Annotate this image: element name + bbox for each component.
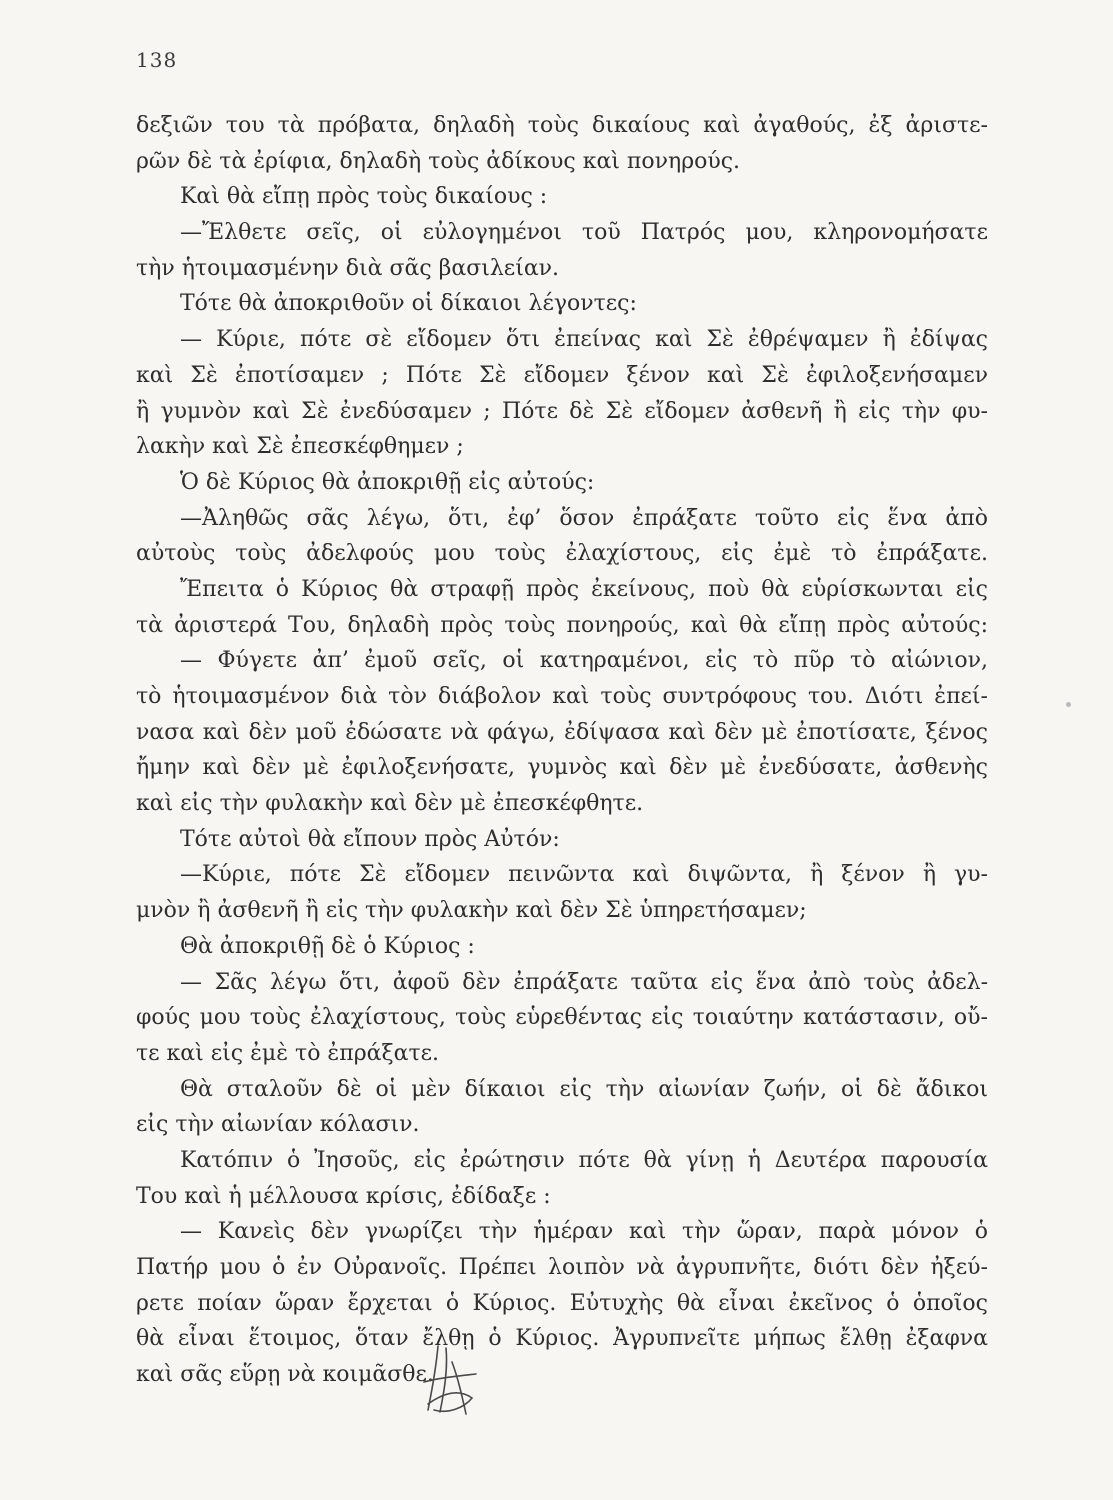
text-line: — Σᾶς λέγω ὅτι, ἀφοῦ δὲν ἐπράξατε ταῦτα εἰς ἕνα ἀπὸ τοὺς ἀδελ- [180, 969, 988, 995]
text-line: Ἔπειτα ὁ Κύριος θὰ στραφῇ πρὸς ἐκείνους, ποὺ θὰ εὑρίσκωνται εἰς [180, 576, 988, 602]
text-line: ἢ γυμνὸν καὶ Σὲ ἐνεδύσαμεν ; Πότε δὲ Σὲ εἴδομεν ἀσθενῆ ἢ εἰς τὴν φυ- [136, 398, 988, 424]
text-line: Πατήρ μου ὁ ἐν Οὐρανοῖς. Πρέπει λοιπὸν νὰ ἀγρυπνῆτε, διότι δὲν ἠξεύ- [136, 1255, 988, 1280]
text-line: μνὸν ἢ ἀσθενῆ ἢ εἰς τὴν φυλακὴν καὶ δὲν Σὲ ὑπηρετήσαμεν; [136, 898, 807, 924]
text-line: Θὰ σταλοῦν δὲ οἱ μὲν δίκαιοι εἰς τὴν αἰωνίαν ζωήν, οἱ δὲ ἄδικοι [180, 1076, 988, 1102]
text-line: Καὶ θὰ εἴπῃ πρὸς τοὺς δικαίους : [180, 184, 548, 210]
handwritten-mark [418, 1338, 488, 1418]
text-line: καὶ Σὲ ἐποτίσαμεν ; Πότε Σὲ εἴδομεν ξένον καὶ Σὲ ἐφιλοξενήσαμεν [136, 362, 988, 388]
text-line: — Φύγετε ἀπ’ ἐμοῦ σεῖς, οἱ κατηραμένοι, εἰς τὸ πῦρ τὸ αἰώνιον, [180, 648, 988, 674]
text-line: ρετε ποίαν ὥραν ἔρχεται ὁ Κύριος. Εὐτυχὴς θὰ εἶναι ἐκεῖνος ὁ ὁποῖος [136, 1290, 988, 1316]
text-line: νασα καὶ δὲν μοῦ ἐδώσατε νὰ φάγω, ἐδίψασα καὶ δὲν μὲ ἐποτίσατε, ξένος [136, 719, 988, 745]
text-line: Ὁ δὲ Κύριος θὰ ἀποκριθῇ εἰς αὐτούς: [180, 469, 595, 495]
text-line: αὐτοὺς τοὺς ἀδελφούς μου τοὺς ἐλαχίστους, εἰς ἐμὲ τὸ ἐπράξατε. [136, 541, 988, 567]
text-line: — Κύριε, πότε σὲ εἴδομεν ὅτι ἐπείνας καὶ Σὲ ἐθρέψαμεν ἢ ἐδίψας [180, 327, 988, 353]
text-line: τὸ ἡτοιμασμένον διὰ τὸν διάβολον καὶ τοὺς συντρόφους του. Διότι ἐπεί- [136, 684, 988, 709]
text-line: δεξιῶν του τὰ πρόβατα, δηλαδὴ τοὺς δικαίους καὶ ἀγαθούς, ἐξ ἀριστε- [136, 113, 988, 138]
text-line: Τότε αὐτοὶ θὰ εἴπουν πρὸς Αὐτόν: [180, 826, 560, 852]
text-line: — Κανεὶς δὲν γνωρίζει τὴν ἡμέραν καὶ τὴν ὥραν, παρὰ μόνον ὁ [180, 1219, 988, 1245]
text-line: καὶ εἰς τὴν φυλακὴν καὶ δὲν μὲ ἐπεσκέφθητε. [136, 791, 644, 817]
body-text [136, 108, 988, 1393]
text-line: ἤμην καὶ δὲν μὲ ἐφιλοξενήσατε, γυμνὸς καὶ δὲν μὲ ἐνεδύσατε, ἀσθενὴς [136, 755, 988, 781]
text-line: —Κύριε, πότε Σὲ εἴδομεν πεινῶντα καὶ διψῶντα, ἢ ξένον ἢ γυ- [180, 862, 988, 888]
text-line: τὴν ἡτοιμασμένην διὰ σᾶς βασιλείαν. [136, 255, 560, 281]
text-line: τε καὶ εἰς ἐμὲ τὸ ἐπράξατε. [136, 1040, 440, 1066]
text-line: —Ἔλθετε σεῖς, οἱ εὐλογημένοι τοῦ Πατρός μου, κληρονομήσατε [180, 220, 988, 246]
text-line: ρῶν δὲ τὰ ἐρίφια, δηλαδὴ τοὺς ἀδίκους καὶ πονηρούς. [136, 148, 741, 174]
paper-speck [1066, 702, 1071, 707]
text-line: Κατόπιν ὁ Ἰησοῦς, εἰς ἐρώτησιν πότε θὰ γίνῃ ἡ Δευτέρα παρουσία [180, 1147, 988, 1173]
text-line: τὰ ἀριστερά Του, δηλαδὴ πρὸς τοὺς πονηρούς, καὶ θὰ εἴπῃ πρὸς αὐτούς: [136, 612, 988, 638]
text-line: —Ἀληθῶς σᾶς λέγω, ὅτι, ἐφ’ ὅσον ἐπράξατε τοῦτο εἰς ἕνα ἀπὸ [180, 505, 988, 531]
text-line: καὶ σᾶς εὕρῃ νὰ κοιμᾶσθε. [136, 1362, 434, 1388]
text-line: Του καὶ ἡ μέλλουσα κρίσις, ἐδίδαξε : [136, 1183, 551, 1209]
text-line: εἰς τὴν αἰωνίαν κόλασιν. [136, 1112, 420, 1138]
text-line: λακὴν καὶ Σὲ ἐπεσκέφθημεν ; [136, 434, 464, 460]
text-line: Τότε θὰ ἀποκριθοῦν οἱ δίκαιοι λέγοντες: [180, 291, 637, 317]
text-line: θὰ εἶναι ἕτοιμος, ὅταν ἔλθῃ ὁ Κύριος. Ἀγρυπνεῖτε μήπως ἔλθῃ ἐξαφνα [136, 1326, 988, 1352]
text-line: φούς μου τοὺς ἐλαχίστους, τοὺς εὑρεθέντας εἰς τοιαύτην κατάστασιν, οὔ- [136, 1005, 988, 1031]
text-line: Θὰ ἀποκριθῇ δὲ ὁ Κύριος : [180, 933, 475, 959]
page-number: 138 [136, 48, 178, 72]
